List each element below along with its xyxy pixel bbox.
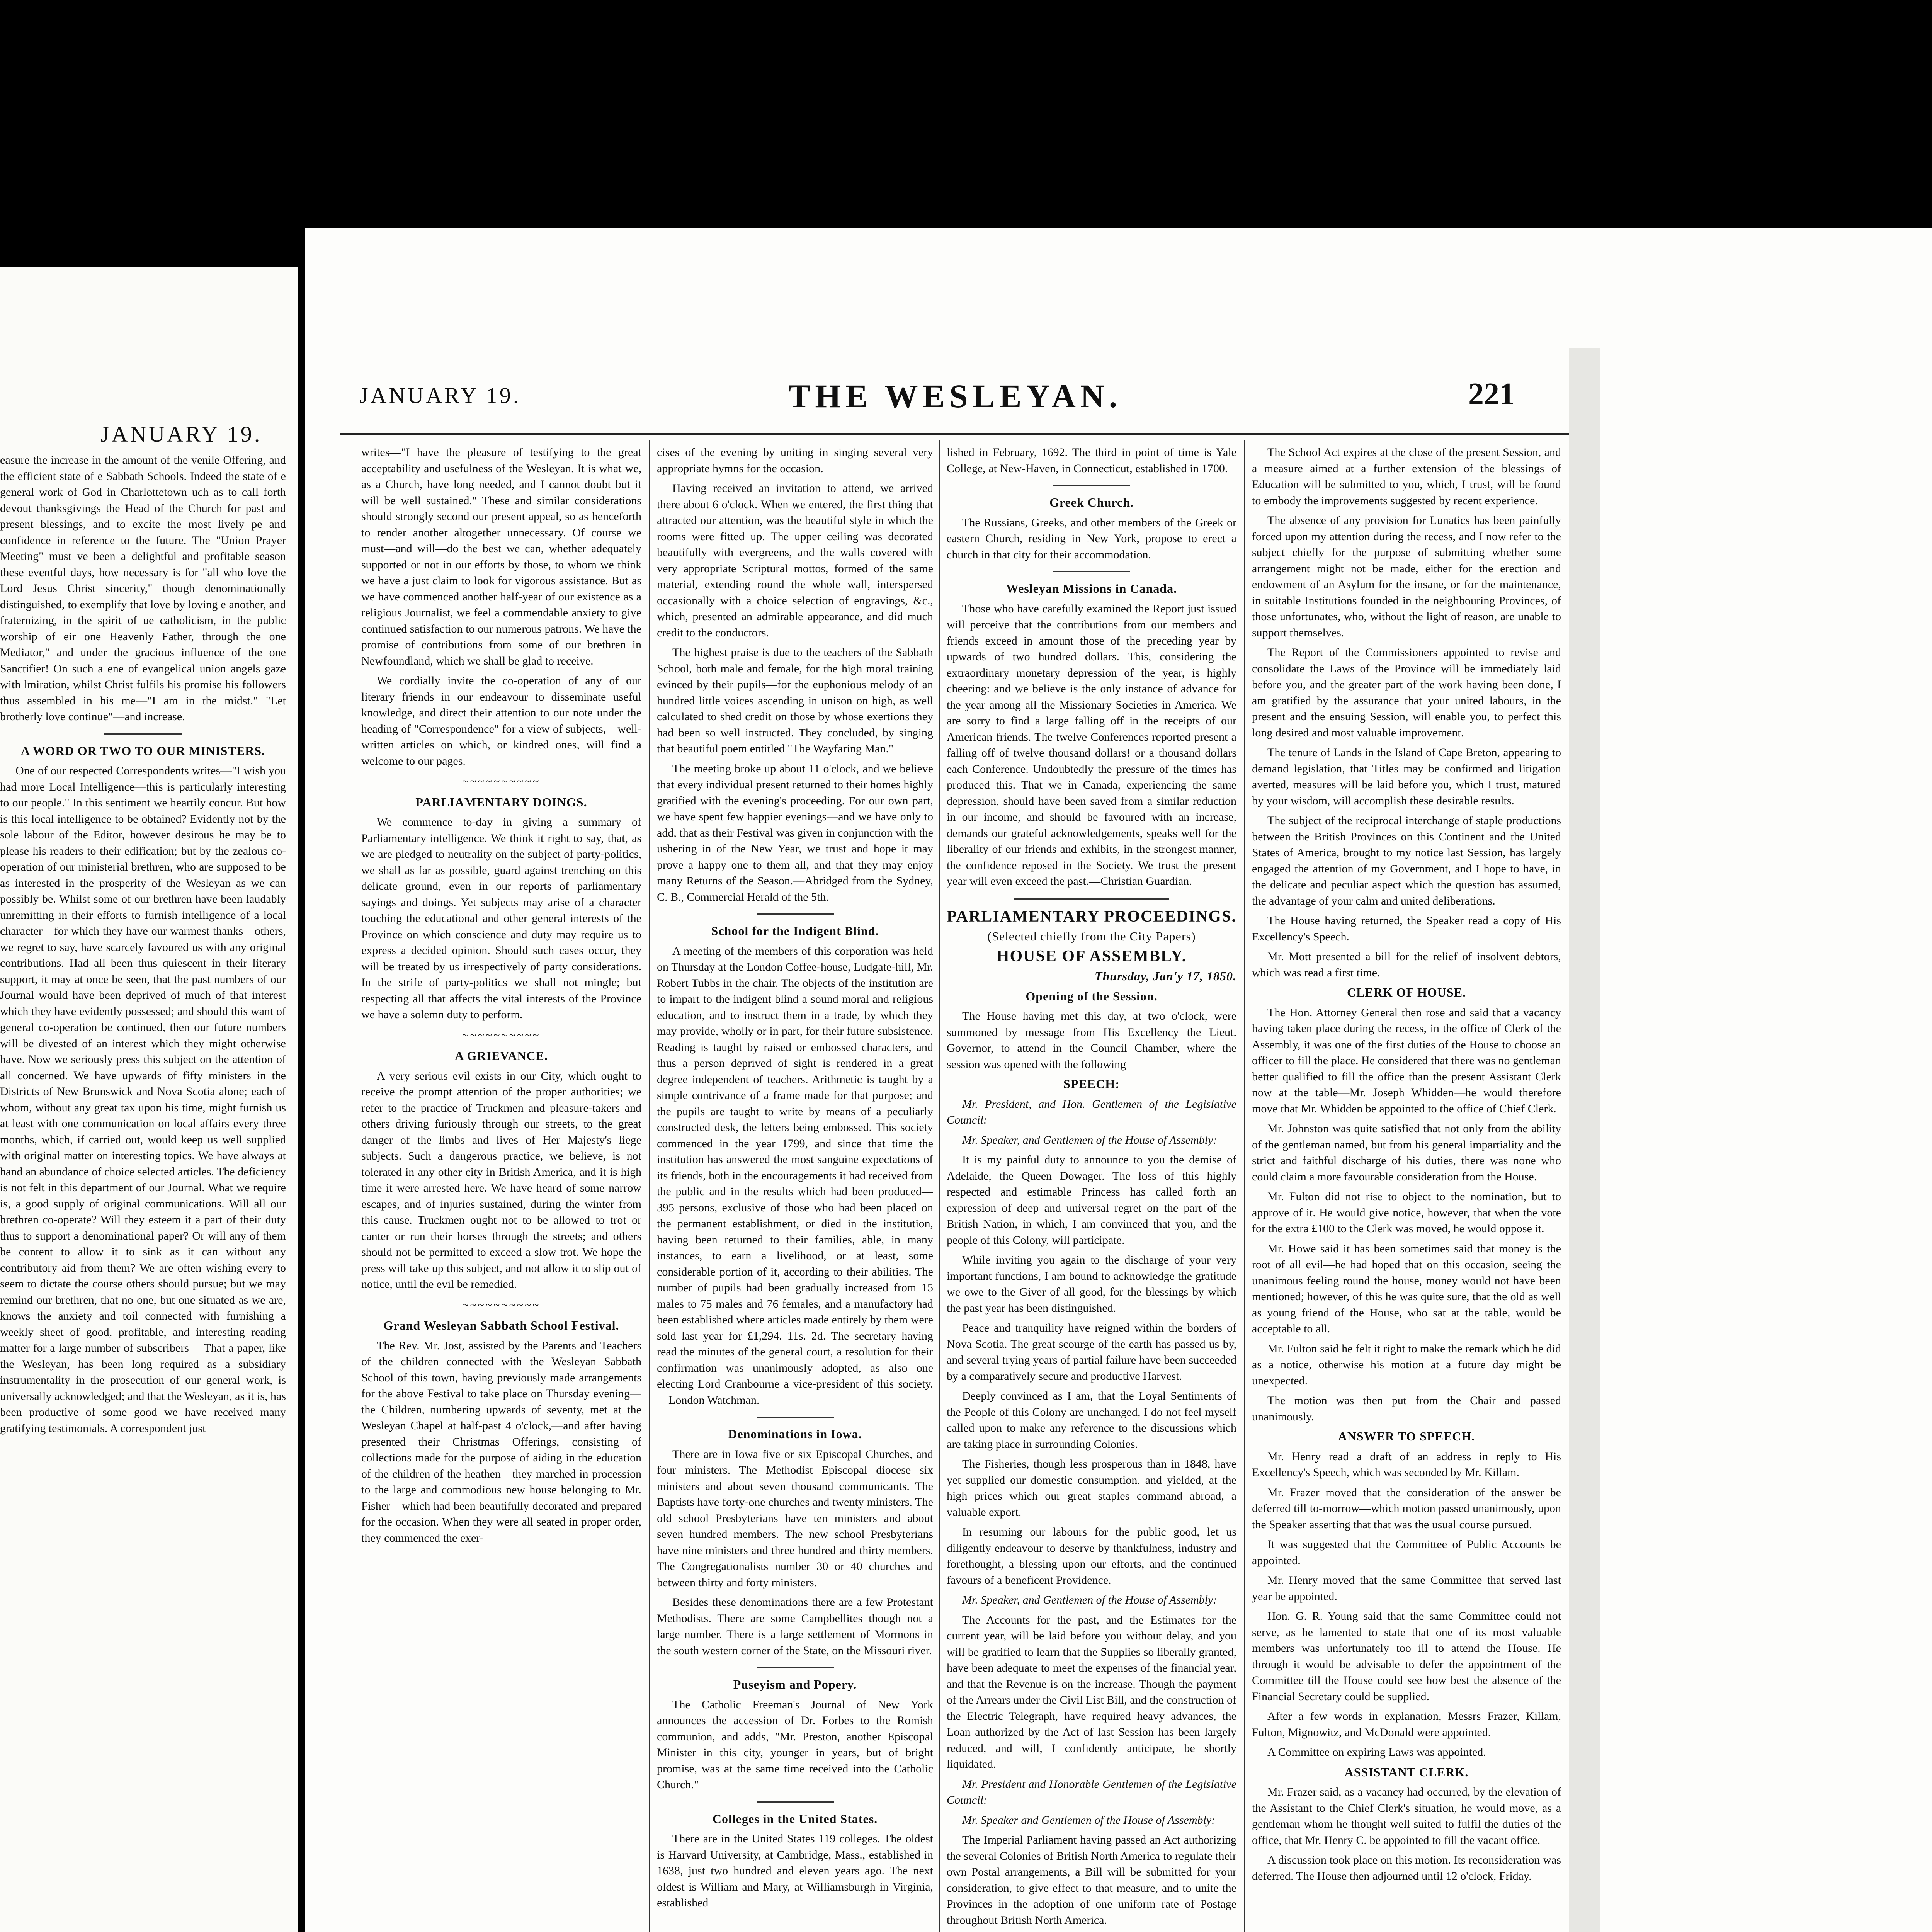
left-column [0,452,286,1932]
left-page [0,267,298,1932]
paragraph: Mr. Henry read a draft of an address in reply to His Excellency's Speech, which was seconded by Mr. Killam. [1252,1450,1561,1479]
section-heading: Greek Church. [1049,495,1134,509]
section-heading: Opening of the Session. [1026,989,1158,1003]
section-heading: HOUSE OF ASSEMBLY. [996,947,1187,965]
paragraph: The Rev. Mr. Jost, assisted by the Parents and Teachers of the children connected with the Wesleyan Sabbath School of this town, having previously made arrangements for the above Festival to take place on Thursday evening—the Children, numbering upwards of seventy, met at the Wesleyan Chapel at half-past 4 o'clock,—and after having presented their Christmas Offerings, consisting of collections made for the purpose of aiding in the education of the children of the heathen—they marched in procession to the large and commodious new house belonging to Mr. Fisher—which had been beautifully decorated and prepared for the occasion. When they were all seated in proper order, they commenced the exer- [361,1339,641,1544]
paragraph: There are in the United States 119 colleges. The oldest is Harvard University, at Cambridge, Mass., established in 1638, just two hundred and eleven years ago. The next oldest is William and Mary, at Williamsburgh in Virginia, established [657,1832,933,1909]
paragraph: The Report of the Commissioners appointed to revise and consolidate the Laws of the Province will be immediately laid before you, and the greater part of the work having been done, I am gratified by the assurance that your united labours, in the present and the ensuing Session, will enable you, to perfect this long desired and most valuable improvement. [1252,646,1561,739]
separator-rule [1053,485,1130,486]
paragraph: Mr. Howe said it has been sometimes said that money is the root of all evil—he had hoped that on this occasion, seeing the unanimous feeling round the house, money would not have been mentioned; however, of this he was quite sure, that the old as well as young friend of the House, who sat at the table, would be acceptable to all. [1252,1242,1561,1335]
separator-rule [757,1417,834,1418]
paragraph: The House having returned, the Speaker read a copy of His Excellency's Speech. [1252,914,1561,943]
right-running-head: JANUARY 19. [359,383,521,408]
column-2 [657,444,933,1932]
paragraph: The Hon. Attorney General then rose and said that a vacancy having taken place during the recess, in the office of Clerk of the Assembly, it was one of the first duties of the House to choose an officer to fill the place. He considered that there was no gentleman better qualified to fill the office than the present Assistant Clerk now at the table—Mr. Joseph Whidden—he would therefore move that Mr. Whidden be appointed to the office of Chief Clerk. [1252,1006,1561,1115]
left-paragraph: easure the increase in the amount of the venile Offering, and the efficient state of e Sabbath Schools. Indeed the state of e general work of God in Charlottetown uch as to call forth devout thanksgivings the Head of the Church for past and present blessings, and to excite the most lively pe and confidence in reference to the future. The "Union Prayer Meeting" must ve been a delightful and profitable season these eventful days, how necessary is for "all who love the Lord Jesus Christ sincerity," though denominationally distinguished, to exemplify that love by loving e another, and fraternizing, in the spirit of ue catholicism, in the public worship of eir one Heavenly Father, through the one Mediator," and under the gracious influence of the one Sanctifier! On such a ene of evangelical union angels gaze with lmiration, whilst Christ fulfils his promise his followers thus assembled in his me—"I am in the midst." "Let brotherly love continue"—and increase. [0,454,286,723]
paragraph: The Russians, Greeks, and other members of the Greek or eastern Church, residing in New York, propose to erect a church in that city for their accommodation. [947,516,1236,561]
column-1 [361,444,641,1932]
paragraph: The absence of any provision for Lunatics has been painfully forced upon my attention during the recess, and I now refer to the subject chiefly for the purpose of submitting whether some arrangement might not be made, either for the erection and endowment of an Asylum for the insane, or for the maintenance, in suitable Institutions founded in the neighbouring Provinces, of those unfortunates, who, without the light of reason, are unable to support themselves. [1252,514,1561,639]
section-heading: ASSISTANT CLERK. [1344,1765,1469,1779]
address-line: Mr. President, and Hon. Gentlemen of the Legislative Council: [947,1097,1236,1126]
subheading: (Selected chiefly from the City Papers) [987,929,1196,943]
dateline: Thursday, Jan'y 17, 1850. [1095,969,1236,983]
separator-rule [1014,898,1169,900]
paragraph: The Catholic Freeman's Journal of New York announces the accession of Dr. Forbes to the Romish communion, and adds, "Mr. Preston, another Episcopal Minister in this city, younger in years, but of bright promise, was at the same time received into the Catholic Church." [657,1698,933,1791]
separator-rule [757,1801,834,1803]
section-heading: Puseyism and Popery. [733,1677,857,1691]
separator-ornament: ~~~~~~~~~~ [462,1029,541,1042]
header-rule [340,433,1569,435]
paragraph: The Accounts for the past, and the Estimates for the current year, will be laid before you without delay, and you will be gratified to learn that the Supplies so liberally granted, have been adequate to meet the expenses of the financial year, and that the Revenue is on the increase. Though the payment of the Arrears under the Civil List Bill, and the construction of the Electric Telegraph, have required heavy advances, the Loan authorized by the Act of last Session has been largely reduced, and will, I confidently anticipate, be shortly liquidated. [947,1613,1236,1770]
paragraph: Mr. Frazer moved that the consideration of the answer be deferred till to-morrow—which motion passed unanimously, upon the Speaker asserting that that was the usual course pursued. [1252,1486,1561,1531]
column-rule [939,440,940,1932]
section-heading: Grand Wesleyan Sabbath School Festival. [383,1318,619,1332]
separator-ornament: ~~~~~~~~~~ [462,775,541,788]
paragraph: The House having met this day, at two o'clock, were summoned by message from His Excellency the Lieut. Governor, to attend in the Council Chamber, where the session was opened with the following [947,1010,1236,1071]
paragraph: Mr. Frazer said, as a vacancy had occurred, by the elevation of the Assistant to the Chief Clerk's situation, he would move, as a gentleman whom he thought well suited to fulfil the duties of the office, that Mr. Henry C. be appointed to fill the vacant office. [1252,1786,1561,1847]
section-heading: PARLIAMENTARY PROCEEDINGS. [947,907,1236,925]
paragraph: It was suggested that the Committee of Public Accounts be appointed. [1252,1538,1561,1567]
left-running-head: JANUARY 19. [100,422,262,447]
paragraph: Mr. Mott presented a bill for the relief of insolvent debtors, which was read a first time. [1252,950,1561,979]
separator-rule [104,733,182,735]
paragraph: A meeting of the members of this corporation was held on Thursday at the London Coffee-house, Ludgate-hill, Mr. Robert Tubbs in the chair. The objects of the institution are to impart to the indigent blind a sound moral and religious education, and to instruct them in a trade, by which they may provide, wholly or in part, for their future subsistence. Reading is taught by raised or embossed characters, and thus a person deprived of sight is rendered in a great degree independent of teachers. Arithmetic is taught by a simple contrivance of a frame made for that purpose; and the pupils are taught to write by means of a peculiarly constructed desk, the letters being embossed. This society commenced in the year 1799, and since that time the institution has answered the most sanguine expectations of its friends, both in the encouragements it had received from the public and in the results which had been produced—395 persons, exclusive of those who had been placed on the permanent establishment, or died in the institution, having been returned to their families, able, in many instances, to earn a livelihood, or at least, some considerable portion of it, according to their abilities. The number of pupils had been gradually increased from 15 males to 75 males and 76 females, and a manufactory had been established where articles made entirely by them were sold last year for £1,294. 11s. 2d. The secretary having read the minutes of the general court, a resolution for their confirmation was unanimously adopted, as also one electing Lord Cranbourne a vice-president of this society.—London Watchman. [657,944,933,1406]
section-heading: ANSWER TO SPEECH. [1338,1429,1475,1443]
column-3 [947,444,1236,1932]
paragraph: The School Act expires at the close of the present Session, and a measure aimed at a further extension of the blessings of Education will be submitted to you, which, I trust, will be found to embody the improvements suggested by recent experience. [1252,446,1561,507]
paragraph: cises of the evening by uniting in singing several very appropriate hymns for the occasion. [657,446,933,475]
section-heading: Wesleyan Missions in Canada. [1006,582,1177,595]
section-heading: Colleges in the United States. [712,1811,878,1826]
paragraph: Besides these denominations there are a few Protestant Methodists. There are some Campbellites though not a large number. There is a large settlement of Mormons in the south western corner of the State, on the Missouri river. [657,1596,933,1657]
section-heading: A GRIEVANCE. [455,1049,548,1063]
column-rule [1244,440,1245,1932]
paragraph: The Fisheries, though less prosperous than in 1848, have yet supplied our domestic consumption, and yielded, at the high prices which our great staples command abroad, a valuable export. [947,1458,1236,1519]
masthead-title: THE WESLEYAN. [788,378,1122,415]
paragraph: There are in Iowa five or six Episcopal Churches, and four ministers. The Methodist Episcopal diocese six ministers and about seven thousand communicants. The Baptists have forty-one churches and twenty ministers. The old school Presbyterians have ten ministers and about seven hundred members. The new school Presbyterians have nine ministers and three hundred and thirty members. The Congregationalists number 30 or 40 churches and between thirty and forty ministers. [657,1447,933,1589]
left-heading: A WORD OR TWO TO OUR MINISTERS. [20,743,265,758]
paragraph: A very serious evil exists in our City, which ought to receive the prompt attention of the proper authorities; we refer to the practice of Truckmen and pleasure-takers and others driving furiously through our streets, to the great danger of the limbs and lives of Her Majesty's liege subjects. Such a dangerous practice, we believe, is not tolerated in any other city in British America, and it is high time it were arrested here. We have heard of some narrow escapes, and of injuries sustained, during the winter from this cause. Truckmen ought not to be allowed to trot or canter or run their horses through the streets; and others should not be permitted to exceed a slow trot. We hope the press will take up this subject, and not allow it to slip out of notice, until the evil be remedied. [361,1069,641,1291]
address-line: Mr. Speaker, and Gentlemen of the House of Assembly: [962,1133,1217,1146]
address-line: Mr. Speaker and Gentlemen of the House of Assembly: [962,1813,1216,1827]
paragraph: After a few words in explanation, Messrs Frazer, Killam, Fulton, Mignowitz, and McDonald were appointed. [1252,1710,1561,1739]
paragraph: Mr. Johnston was quite satisfied that not only from the ability of the gentleman named, but from his general impartiality and the strict and faithful discharge of his duties, there was none who could claim a more favourable consideration from the House. [1252,1122,1561,1183]
paragraph: Peace and tranquility have reigned within the borders of Nova Scotia. The great scourge of the earth has passed us by, and several trying years of partial failure have been succeeded by a comparatively secure and productive Harvest. [947,1321,1236,1383]
left-paragraph: One of our respected Correspondents writes—"I wish you had more Local Intelligence—this is particularly interesting to our people." In this sentiment we heartily concur. But how is this local intelligence to be obtained? Evidently not by the sole labour of the Editor, however desirous he may be to please his readers to their edification; but by the zealous co-operation of our ministerial brethren, who are supposed to be as interested in the prosperity of the Wesleyan as we can possibly be. Whilst some of our brethren have been laudably unremitting in their efforts to furnish intelligence of a local character—for which they have our warmest thanks—others, we regret to say, have scarcely favoured us with any original contributions. Had all been thus quiescent in their literary support, it may at once be seen, that the past numbers of our Journal would have been deprived of much of that interest which they have evidently possessed; and should this want of general co-operation be continued, then our future numbers will be divested of an interest which they might otherwise have. Now we seriously press this subject on the attention of all concerned. We have upwards of fifty ministers in the Districts of New Brunswick and Nova Scotia alone; each of whom, without any great tax upon his time, might furnish us at least with one communication on local affairs every three months, which, if carried out, would keep us well supplied with original matter on interesting topics. We have always at hand an abundance of choice selected articles. The deficiency is not felt in this department of our Journal. What we require is, a good supply of original communications. Will all our brethren co-operate? Will they esteem it a part of their duty thus to support a denominational paper? Or will any of them be content to allow it to sink as it can without any contributory aid from them? We are often wishing every to seem to dictate the course others should pursue; but we may remind our brethren, that no one, but one situated as we are, knows the anxiety and toil connected with furnishing a weekly sheet of good, profitable, and interesting reading matter for a large number of subscribers— That a paper, like the Wesleyan, has been long required as a subsidiary instrumentality in the prosecution of our general work, is universally acknowledged; and that the Wesleyan, as it is, has been productive of some good we have received many gratifying testimonials. A correspondent just [0,764,286,1435]
paragraph: We cordially invite the co-operation of any of our literary friends in our endeavour to disseminate useful knowledge, and direct their attention to our note under the heading of "Correspondence" for a view of subjects,—well-written articles on which, or kindred ones, will find a welcome to our pages. [361,674,641,767]
address-line: Mr. Speaker, and Gentlemen of the House of Assembly: [962,1594,1217,1606]
page-edge [1569,348,1600,1932]
paragraph: A Committee on expiring Laws was appointed. [1267,1746,1486,1759]
paragraph: Deeply convinced as I am, that the Loyal Sentiments of the People of this Colony are unchanged, I do not feel myself called upon to make any reference to the discussions which are taking place in surrounding Colonies. [947,1389,1236,1451]
separator-rule [1053,571,1130,572]
paragraph: It is my painful duty to announce to you the demise of Adelaide, the Queen Dowager. The loss of this highly respected and estimable Princess has called forth an expression of deep and universal regret on the part of the British Nation, in which, I am convinced that you, and the people of this Colony, will participate. [947,1153,1236,1247]
column-rule [649,440,650,1932]
paragraph: Hon. G. R. Young said that the same Committee could not serve, as he lamented to state that one of its most valuable members was unfortunately too ill to attend the House. He through it would be advisable to defer the appointment of the Committee till the House could see how best the absence of the Financial Secretary could be supplied. [1252,1610,1561,1703]
paragraph: We commence to-day in giving a summary of Parliamentary intelligence. We think it right to say, that, as we are pledged to neutrality on the subject of party-politics, we shall as far as possible, guard against trenching on this delicate ground, even in our reports of parliamentary sayings and doings. Yet subjects may arise of a character touching the educational and other general interests of the Province on which conscience and duty may require us to express a decided opinion. Should such cases occur, they will be treated by us irrespectively of party considerations. In the strife of party-politics we shall not mingle; but respecting all that affects the vital interests of the Province we have a solemn duty to perform. [361,816,641,1021]
paragraph: Mr. Henry moved that the same Committee that served last year be appointed. [1252,1574,1561,1603]
paragraph: The highest praise is due to the teachers of the Sabbath School, both male and female, for the high moral training evinced by their pupils—for the euphonious melody of an hundred little voices ascending in unison on high, as well calculated to shed credit on those by whose exertions they had been so well instructed. They concluded, by singing that beautiful poem entitled "The Wayfaring Man." [657,646,933,755]
section-heading: School for the Indigent Blind. [711,924,879,938]
paragraph: While inviting you again to the discharge of your very important functions, I am bound to acknowledge the gratitude we owe to the Giver of all good, for the blessings by which the past year has been distinguished. [947,1253,1236,1315]
separator-rule [757,913,834,915]
section-heading: CLERK OF HOUSE. [1347,985,1466,999]
paragraph: Those who have carefully examined the Report just issued will perceive that the contributions from our members and friends exceed in amount those of the preceding year by upwards of two hundred dollars. This, considering the extraordinary monetary depression of the year, is highly cheering: and we believe is the only instance of advance for the year among all the Missionary Societies in America. We are sorry to find a large falling off in the receipts of our American friends. The twelve Conferences reported present a falling off of twelve thousand dollars! or a thousand dollars each Conference. Undoubtedly the pressure of the times has produced this. That we in Canada, experiencing the same depression, should have been saved from a similar reduction in our income, and should be favoured with an increase, demands our grateful acknowledgements, speaks well for the liberality of our friends and exhibits, in the strongest manner, the confidence reposed in the Society. We trust the present year will even exceed the past.—Christian Guardian. [947,602,1236,888]
section-heading: PARLIAMENTARY DOINGS. [415,795,587,809]
section-heading: Denominations in Iowa. [728,1427,862,1441]
paragraph: The motion was then put from the Chair and passed unanimously. [1252,1394,1561,1423]
paragraph: The tenure of Lands in the Island of Cape Breton, appearing to demand legislation, that Titles may be confirmed and litigation averted, measures will be laid before you, which I trust, matured by your wisdom, will accomplish these desirable results. [1252,746,1561,807]
page-number: 221 [1468,377,1515,411]
paragraph: A discussion took place on this motion. Its reconsideration was deferred. The House then adjourned until 12 o'clock, Friday. [1252,1854,1561,1883]
speech-label: SPEECH: [1063,1077,1120,1091]
paragraph: The meeting broke up about 11 o'clock, and we believe that every individual present returned to their homes highly gratified with the evening's proceeding. For our own part, we have spent few happier evenings—and we have only to add, that as their Festival was given in conjunction with the ushering in of the New Year, we trust and hope it may prove a happy one to them all, and that they may enjoy many Returns of the Season.—Abridged from the Sydney, C. B., Commercial Herald of the 5th. [657,762,933,903]
separator-ornament: ~~~~~~~~~~ [462,1298,541,1311]
paragraph: writes—"I have the pleasure of testifying to the great acceptability and usefulness of the Wesleyan. It is what we, as a Church, have long needed, and I cannot doubt but it will be well sustained." These and similar considerations should strongly second our present appeal, so as henceforth to render another altogether unnecessary. Of course we must—and will—do the best we can, whether adequately supported or not in our efforts by those, to whom we think we have a just claim to look for vigorous assistance. But as we have commenced another half-year of our existence as a religious Journalist, we feel a commendable anxiety to give continued satisfaction to our numerous patrons. We have the promise of contributions from some of our brethren in Newfoundland, which we shall be glad to receive. [361,446,641,667]
paragraph: In resuming our labours for the public good, let us diligently endeavour to deserve by thankfulness, industry and forethought, a blessing upon our efforts, and the continued favours of a beneficent Providence. [947,1526,1236,1587]
paragraph: The subject of the reciprocal interchange of staple productions between the British Provinces on this Continent and the United States of America, brought to my notice last Session, has largely engaged the attention of my Government, and I hope to have, in the delicate and peculiar aspect which the question has assumed, the advantage of your calm and united deliberations. [1252,814,1561,907]
paragraph: Having received an invitation to attend, we arrived there about 6 o'clock. When we entered, the first thing that attracted our attention, was the beautiful style in which the rooms were fitted up. The upper ceiling was decorated beautifully with evergreens, and the walls covered with very appropriate Scriptural mottos, formed of the same material, extending round the whole wall, interspersed occasionally with a choice selection of engravings, &c., which, presented an admirable appearance, and did much credit to the conductors. [657,482,933,639]
separator-rule [757,1667,834,1668]
paragraph: Mr. Fulton did not rise to object to the nomination, but to approve of it. He would give notice, however, that when the vote for the extra £100 to the Clerk was moved, he would oppose it. [1252,1190,1561,1235]
paragraph: The Imperial Parliament having passed an Act authorizing the several Colonies of British North America to regulate their own Postal arrangements, a Bill will be submitted for your consideration, to give effect to that measure, and to unite the Provinces in the adoption of one uniform rate of Postage throughout British North America. [947,1833,1236,1927]
paragraph: lished in February, 1692. The third in point of time is Yale College, at New-Haven, in Connecticut, established in 1700. [947,446,1236,475]
paragraph: Mr. Fulton said he felt it right to make the remark which he did as a notice, otherwise his motion at a future day might be unexpected. [1252,1342,1561,1387]
address-line: Mr. President and Honorable Gentlemen of the Legislative Council: [947,1777,1236,1806]
column-4 [1252,444,1561,1932]
